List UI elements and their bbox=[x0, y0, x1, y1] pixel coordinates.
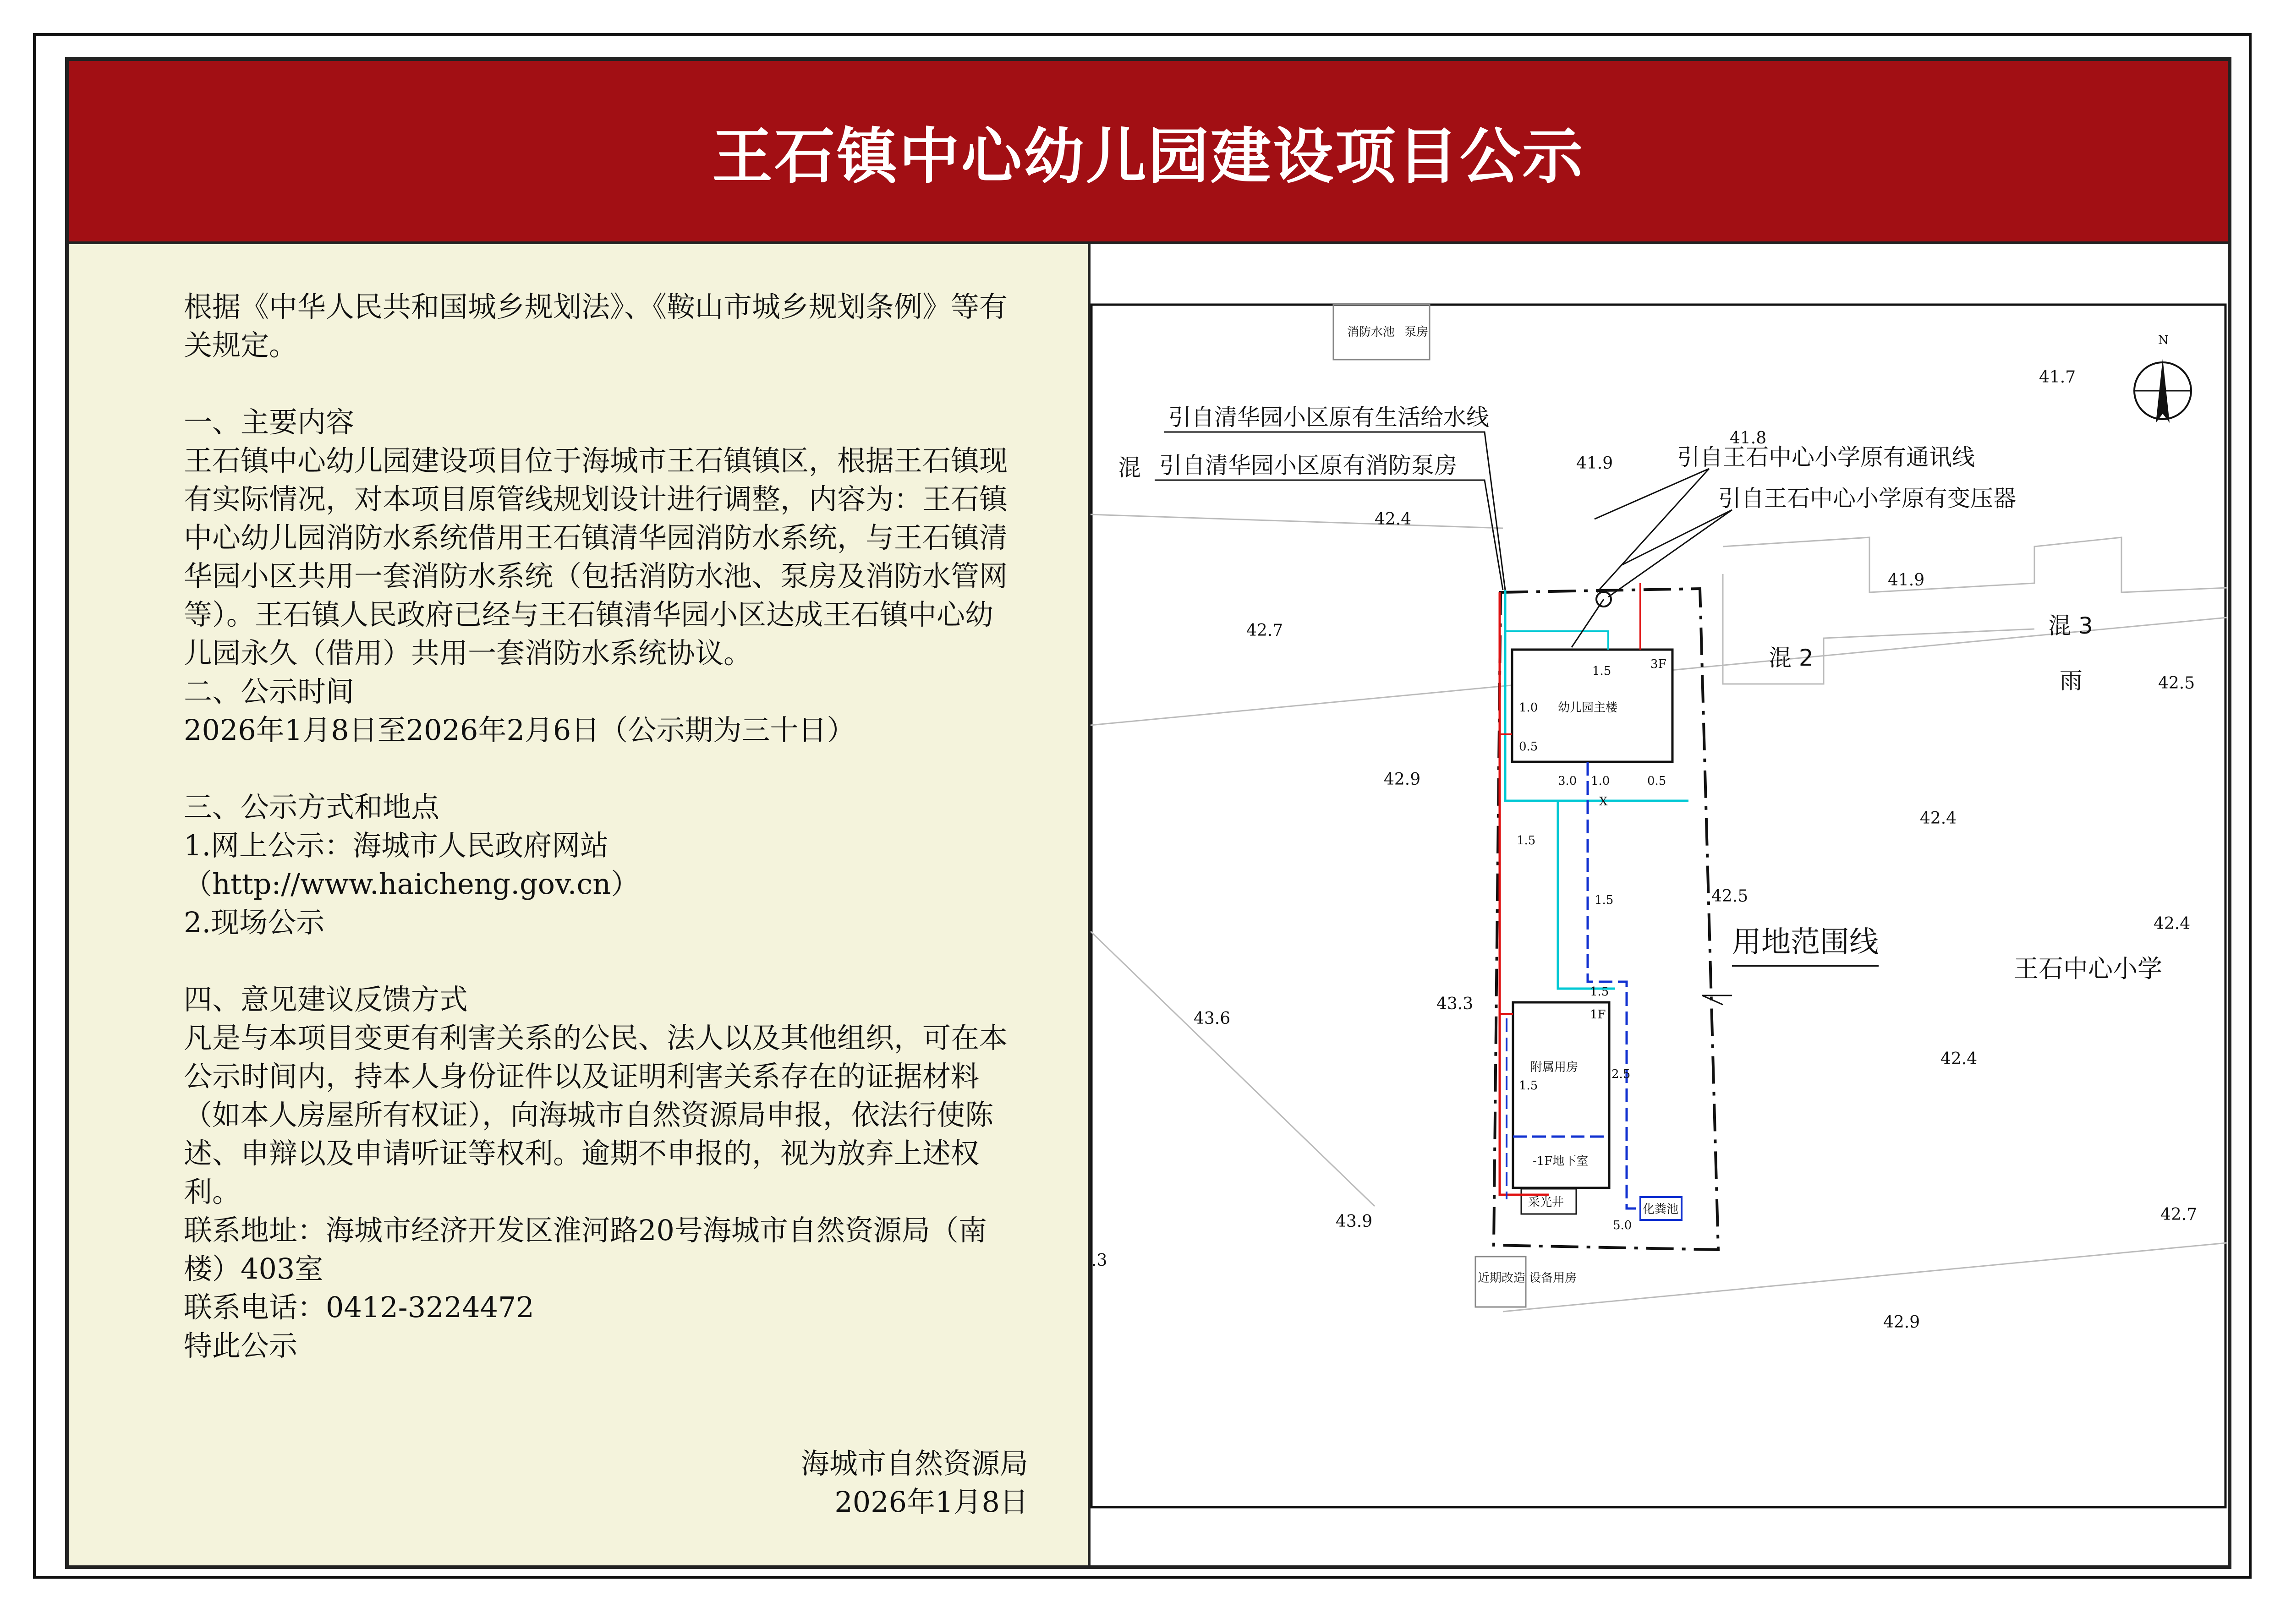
pipe-mark: 0.5 bbox=[1519, 740, 1538, 754]
basement-label: -1F地下室 bbox=[1533, 1154, 1589, 1168]
elevation: 42.4 bbox=[1375, 510, 1412, 529]
annex-label: 附属用房 bbox=[1530, 1061, 1578, 1074]
utility-lines bbox=[1572, 599, 1604, 647]
elevation: 42.4 bbox=[1940, 1050, 1978, 1068]
page-title: 王石镇中心幼儿园建设项目公示 bbox=[712, 121, 1584, 192]
intro-paragraph: 根据《中华人民共和国城乡规划法》、《鞍山市城乡规划条例》等有关规定。 bbox=[184, 290, 1008, 362]
pipe-mark: 5.0 bbox=[1613, 1219, 1632, 1232]
notice-panel bbox=[69, 244, 1091, 1565]
top-left-small-label: 消防水池 bbox=[1347, 325, 1395, 339]
pipe-mark: 1.5 bbox=[1517, 834, 1536, 848]
section1-heading: 一、主要内容 bbox=[184, 405, 355, 439]
elevation: 43.6 bbox=[1194, 1009, 1231, 1028]
elevation: 43.3 bbox=[1436, 995, 1474, 1013]
pipe-mark: 0.5 bbox=[1647, 774, 1666, 788]
elevation: 41.8 bbox=[1730, 429, 1767, 448]
section1-body: 王石镇中心幼儿园建设项目位于海城市王石镇镇区，根据王石镇现有实际情况，对本项目原管线规划设计进行调整，内容为：王石镇中心幼儿园消防水系统借用王石镇清华园消防水系统，与王石镇清华园小区共用一套消防水系统（包括消防水池、泵房及消防水管网等）。王石镇人民政府已经与王石镇清华园小区达成王石镇中心幼儿园永久（借用）共用一套消防水系统协议。 bbox=[184, 444, 1008, 670]
pipe-mark: 1.0 bbox=[1519, 701, 1538, 715]
section3-item2: 2.现场公示 bbox=[184, 906, 325, 939]
section4-heading: 四、意见建议反馈方式 bbox=[184, 983, 468, 1016]
pipe-mark: 1.5 bbox=[1595, 893, 1614, 907]
elevation: 42.4 bbox=[2154, 914, 2191, 933]
contact-address: 联系地址：海城市经济开发区淮河路20号海城市自然资源局（南楼）403室 bbox=[184, 1214, 987, 1285]
lightwell-label: 采光井 bbox=[1528, 1196, 1564, 1209]
elevation: 42.9 bbox=[1883, 1313, 1920, 1332]
pipe-mark: 2.5 bbox=[1611, 1067, 1631, 1081]
label-hun2: 混 2 bbox=[1769, 645, 1814, 671]
notice-text bbox=[121, 288, 1019, 1365]
floor-3f-label: 3F bbox=[1650, 657, 1666, 671]
elevation: 41.9 bbox=[1576, 454, 1613, 473]
bottom-small-label: 近期改造 设备用房 bbox=[1478, 1271, 1577, 1285]
pipe-mark: 1.0 bbox=[1591, 774, 1610, 788]
elevation: 41.9 bbox=[1888, 571, 1925, 590]
signoff bbox=[801, 1444, 1028, 1521]
elevation: 42.5 bbox=[1711, 887, 1748, 906]
header-banner bbox=[69, 61, 2228, 244]
label-hun3: 混 3 bbox=[2048, 612, 2093, 639]
main-building-label: 幼儿园主楼 bbox=[1558, 701, 1618, 715]
site-plan-map bbox=[1091, 244, 2228, 1565]
elevation: 42.7 bbox=[2160, 1205, 2198, 1224]
water-pipe-3 bbox=[1505, 631, 1608, 650]
elevation: 42.5 bbox=[2158, 674, 2195, 693]
pipe-mark: 3.0 bbox=[1558, 774, 1577, 788]
top-right-small-label: 泵房 bbox=[1404, 325, 1429, 339]
pipe-mark: 1.5 bbox=[1590, 985, 1609, 999]
map-frame bbox=[1091, 305, 2225, 1507]
elevation-points bbox=[1091, 368, 2197, 1332]
label-transformer: 引自王石中心小学原有变压器 bbox=[1718, 485, 2016, 512]
elevation: 43.9 bbox=[1336, 1212, 1373, 1231]
elevation: .3 bbox=[1091, 1251, 1107, 1270]
site-plan-panel bbox=[1091, 244, 2228, 1565]
septic-label: 化粪池 bbox=[1643, 1203, 1679, 1216]
label-telecom: 引自王石中心小学原有通讯线 bbox=[1677, 444, 1975, 470]
label-fire-pump: 引自清华园小区原有消防泵房 bbox=[1159, 452, 1457, 479]
pipe-mark: X bbox=[1599, 795, 1608, 809]
section2-body: 2026年1月8日至2026年2月6日（公示期为三十日） bbox=[184, 713, 855, 747]
section3-heading: 三、公示方式和地点 bbox=[184, 790, 440, 824]
pipe-mark: 1.5 bbox=[1592, 664, 1611, 678]
section4-body: 凡是与本项目变更有利害关系的公民、法人以及其他组织，可在本公示时间内，持本人身份证件以及证明利害关系存在的证据材料（如本人房屋所有权证），向海城市自然资源局申报，依法行使陈述、申辩以及申请听证等权利。逾期不申报的，视为放弃上述权利。 bbox=[184, 1021, 1008, 1208]
label-yu: 雨 bbox=[2060, 667, 2083, 694]
elevation: 42.4 bbox=[1920, 809, 1957, 828]
contact-phone: 联系电话：0412-3224472 bbox=[184, 1290, 534, 1324]
label-water-supply: 引自清华园小区原有生活给水线 bbox=[1168, 404, 1489, 431]
website-link[interactable]: （http://www.haicheng.gov.cn） bbox=[184, 867, 640, 901]
label-boundary: 用地范围线 bbox=[1732, 925, 1879, 959]
floor-1f-label: 1F bbox=[1590, 1008, 1606, 1022]
section3-item1: 1.网上公示：海城市人民政府网站 bbox=[184, 829, 609, 862]
closing-text: 特此公示 bbox=[184, 1329, 298, 1362]
issue-date: 2026年1月8日 bbox=[834, 1485, 1028, 1519]
north-label: N bbox=[2158, 334, 2169, 347]
section2-heading: 二、公示时间 bbox=[184, 675, 355, 708]
issuer: 海城市自然资源局 bbox=[800, 1447, 1028, 1480]
elevation: 42.7 bbox=[1246, 621, 1283, 640]
pipe-mark: 1.5 bbox=[1519, 1079, 1538, 1093]
label-school: 王石中心小学 bbox=[2014, 954, 2162, 983]
elevation: 41.7 bbox=[2039, 368, 2076, 387]
north-arrow bbox=[2134, 334, 2191, 423]
label-hun-left: 混 bbox=[1118, 454, 1141, 481]
elevation: 42.9 bbox=[1384, 770, 1421, 789]
